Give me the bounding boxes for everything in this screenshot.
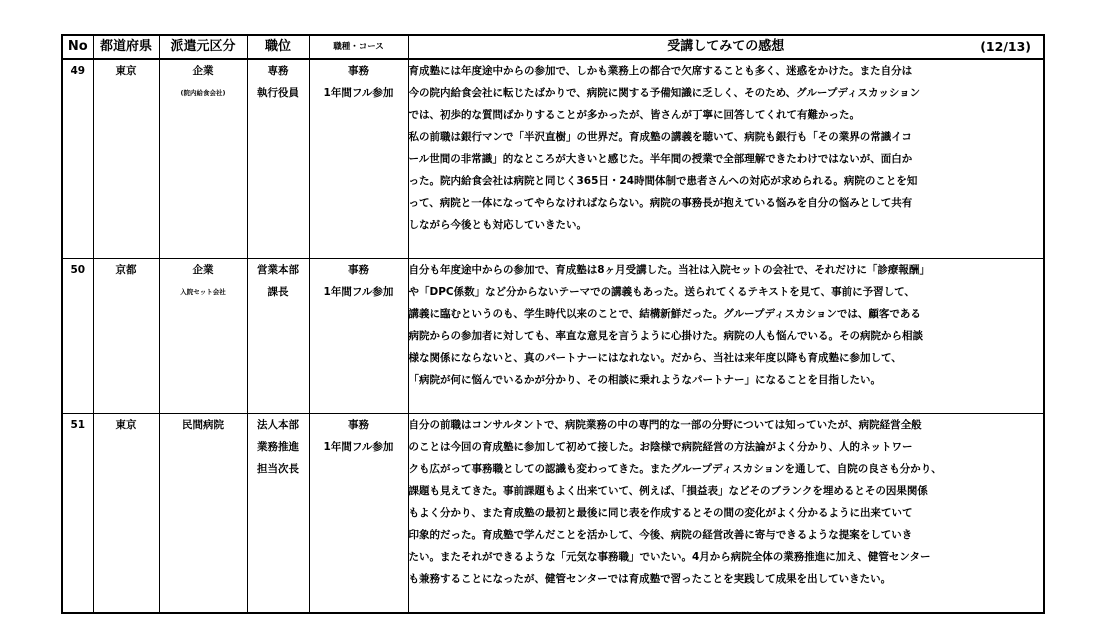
impression-line: のことは今回の育成塾に参加して初めて接した。お陰様で病院経営の方法論がよく分かり、人的ネットワー [408, 441, 913, 453]
table-row [62, 59, 1044, 259]
header-impressions-label: 受講してみての感想 [667, 39, 785, 54]
header-row [62, 35, 1044, 59]
row-dispatch [159, 414, 247, 614]
row-impressions [408, 59, 1044, 259]
impression-line: たい。またそれができるような「元気な事務職」でいたい。4月から病院全体の業務推進に加え、健管センター [408, 551, 931, 563]
row-impressions [408, 259, 1044, 414]
impression-line: 自分も年度途中からの参加で、育成塾は8ヶ月受講した。当社は入院セットの会社で、それだけに「診療報酬」 [408, 264, 930, 276]
impression-line: クも広がって事務職としての認識も変わってきた。またグループディスカションを通して、自院の良さも分かり、 [408, 463, 942, 475]
position-line: 専務 [267, 65, 289, 77]
header-course: 職種・コース [309, 35, 408, 59]
course-line: 事務 [348, 65, 369, 77]
impression-line: って、病院と一体になってやらなければならない。病院の事務長が抱えている悩みを自分の悩みとして共有 [408, 197, 913, 209]
course-line: 事務 [348, 264, 369, 276]
impression-line: 課題も見えてきた。事前課題もよく出来ていて、例えば、「損益表」などそのブランクを埋めるとその因果関係 [408, 485, 928, 497]
position-line: 法人本部 [257, 419, 299, 431]
impression-line: も兼務することになったが、健管センターでは育成塾で習ったことを実践して成果を出していきたい。 [408, 573, 892, 585]
course-line: 1年間フル参加 [323, 441, 394, 453]
row-no: 49 [62, 59, 93, 259]
row-impressions [408, 414, 1044, 614]
impression-line: 自分の前職はコンサルタントで、病院業務の中の専門的な一部の分野については知っていたが、病院経営全般 [408, 419, 922, 431]
impression-line: 講義に臨むというのも、学生時代以来のことで、結構新鮮だった。グループディスカションでは、顧客である [408, 308, 921, 320]
header-prefecture: 都道府県 [93, 35, 159, 59]
row-no: 51 [62, 414, 93, 614]
position-line: 営業本部 [257, 264, 299, 276]
impression-line: 様な関係にならないと、真のパートナーにはなれない。だから、当社は来年度以降も育成塾に参加して、 [408, 352, 902, 364]
dispatch-sub: 入院セット会社 [180, 288, 226, 296]
header-dispatch: 派遣元区分 [159, 35, 247, 59]
impression-line: 今の院内給食会社に転じたばかりで、病院に関する予備知識に乏しく、そのため、グループディスカッション [408, 87, 921, 99]
position-line: 執行役員 [257, 87, 299, 99]
row-course [309, 59, 408, 259]
page-number: (12/13) [980, 39, 1031, 54]
row-no: 50 [62, 259, 93, 414]
header-position: 職位 [247, 35, 309, 59]
impression-line: 印象的だった。育成塾で学んだことを活かして、今後、病院の経営改善に寄与できるような提案をしていき [408, 529, 913, 541]
impressions-table [61, 34, 1045, 614]
dispatch-label: 企業 [192, 65, 214, 77]
row-prefecture: 京都 [93, 259, 159, 414]
impression-line: 「病院が何に悩んでいるかが分かり、その相談に乗れようなパートナー」になることを目指したい。 [408, 374, 881, 386]
row-position [247, 59, 309, 259]
position-line: 課長 [267, 286, 289, 298]
position-line: 業務推進 [257, 441, 299, 453]
impression-line: ール世間の非常識」的なところが大きいと感じた。半年間の授業で全部理解できたわけではないが、面白か [408, 153, 913, 165]
table-row [62, 414, 1044, 614]
course-line: 事務 [348, 419, 369, 431]
header-impressions [408, 35, 1044, 59]
row-prefecture: 東京 [93, 414, 159, 614]
dispatch-sub: (院内給食会社) [180, 89, 226, 97]
impression-line: では、初歩的な質問ばかりすることが多かったが、皆さんが丁寧に回答してくれて有難かった。 [408, 109, 860, 121]
row-course [309, 414, 408, 614]
dispatch-label: 民間病院 [182, 419, 224, 431]
impression-line: もよく分かり、また育成塾の最初と最後に同じ表を作成するとその間の変化がよく分かるように出来ていて [408, 507, 913, 519]
impression-line: しながら今後とも対応していきたい。 [408, 219, 587, 231]
course-line: 1年間フル参加 [323, 286, 394, 298]
row-position [247, 259, 309, 414]
impression-line: った。院内給食会社は病院と同じく365日・24時間体制で患者さんへの対応が求められる。病院のことを知 [408, 175, 918, 187]
row-position [247, 414, 309, 614]
table-row [62, 259, 1044, 414]
impression-line: 育成塾には年度途中からの参加で、しかも業務上の都合で欠席することも多く、迷惑をかけた。また自分は [408, 65, 913, 77]
row-prefecture: 東京 [93, 59, 159, 259]
impression-line: 私の前職は銀行マンで「半沢直樹」の世界だ。育成塾の講義を聴いて、病院も銀行も「その業界の常識イコ [408, 131, 912, 143]
impression-line: や「DPC係数」など分からないテーマでの講義もあった。送られてくるテキストを見て、事前に予習して、 [408, 286, 915, 298]
position-line: 担当次長 [257, 463, 299, 475]
course-line: 1年間フル参加 [323, 87, 394, 99]
header-no: No [62, 35, 93, 59]
row-dispatch [159, 59, 247, 259]
impression-line: 病院からの参加者に対しても、率直な意見を言うように心掛けた。病院の人も悩んでいる。その病院から相談 [408, 330, 923, 342]
row-course [309, 259, 408, 414]
row-dispatch [159, 259, 247, 414]
dispatch-label: 企業 [192, 264, 214, 276]
